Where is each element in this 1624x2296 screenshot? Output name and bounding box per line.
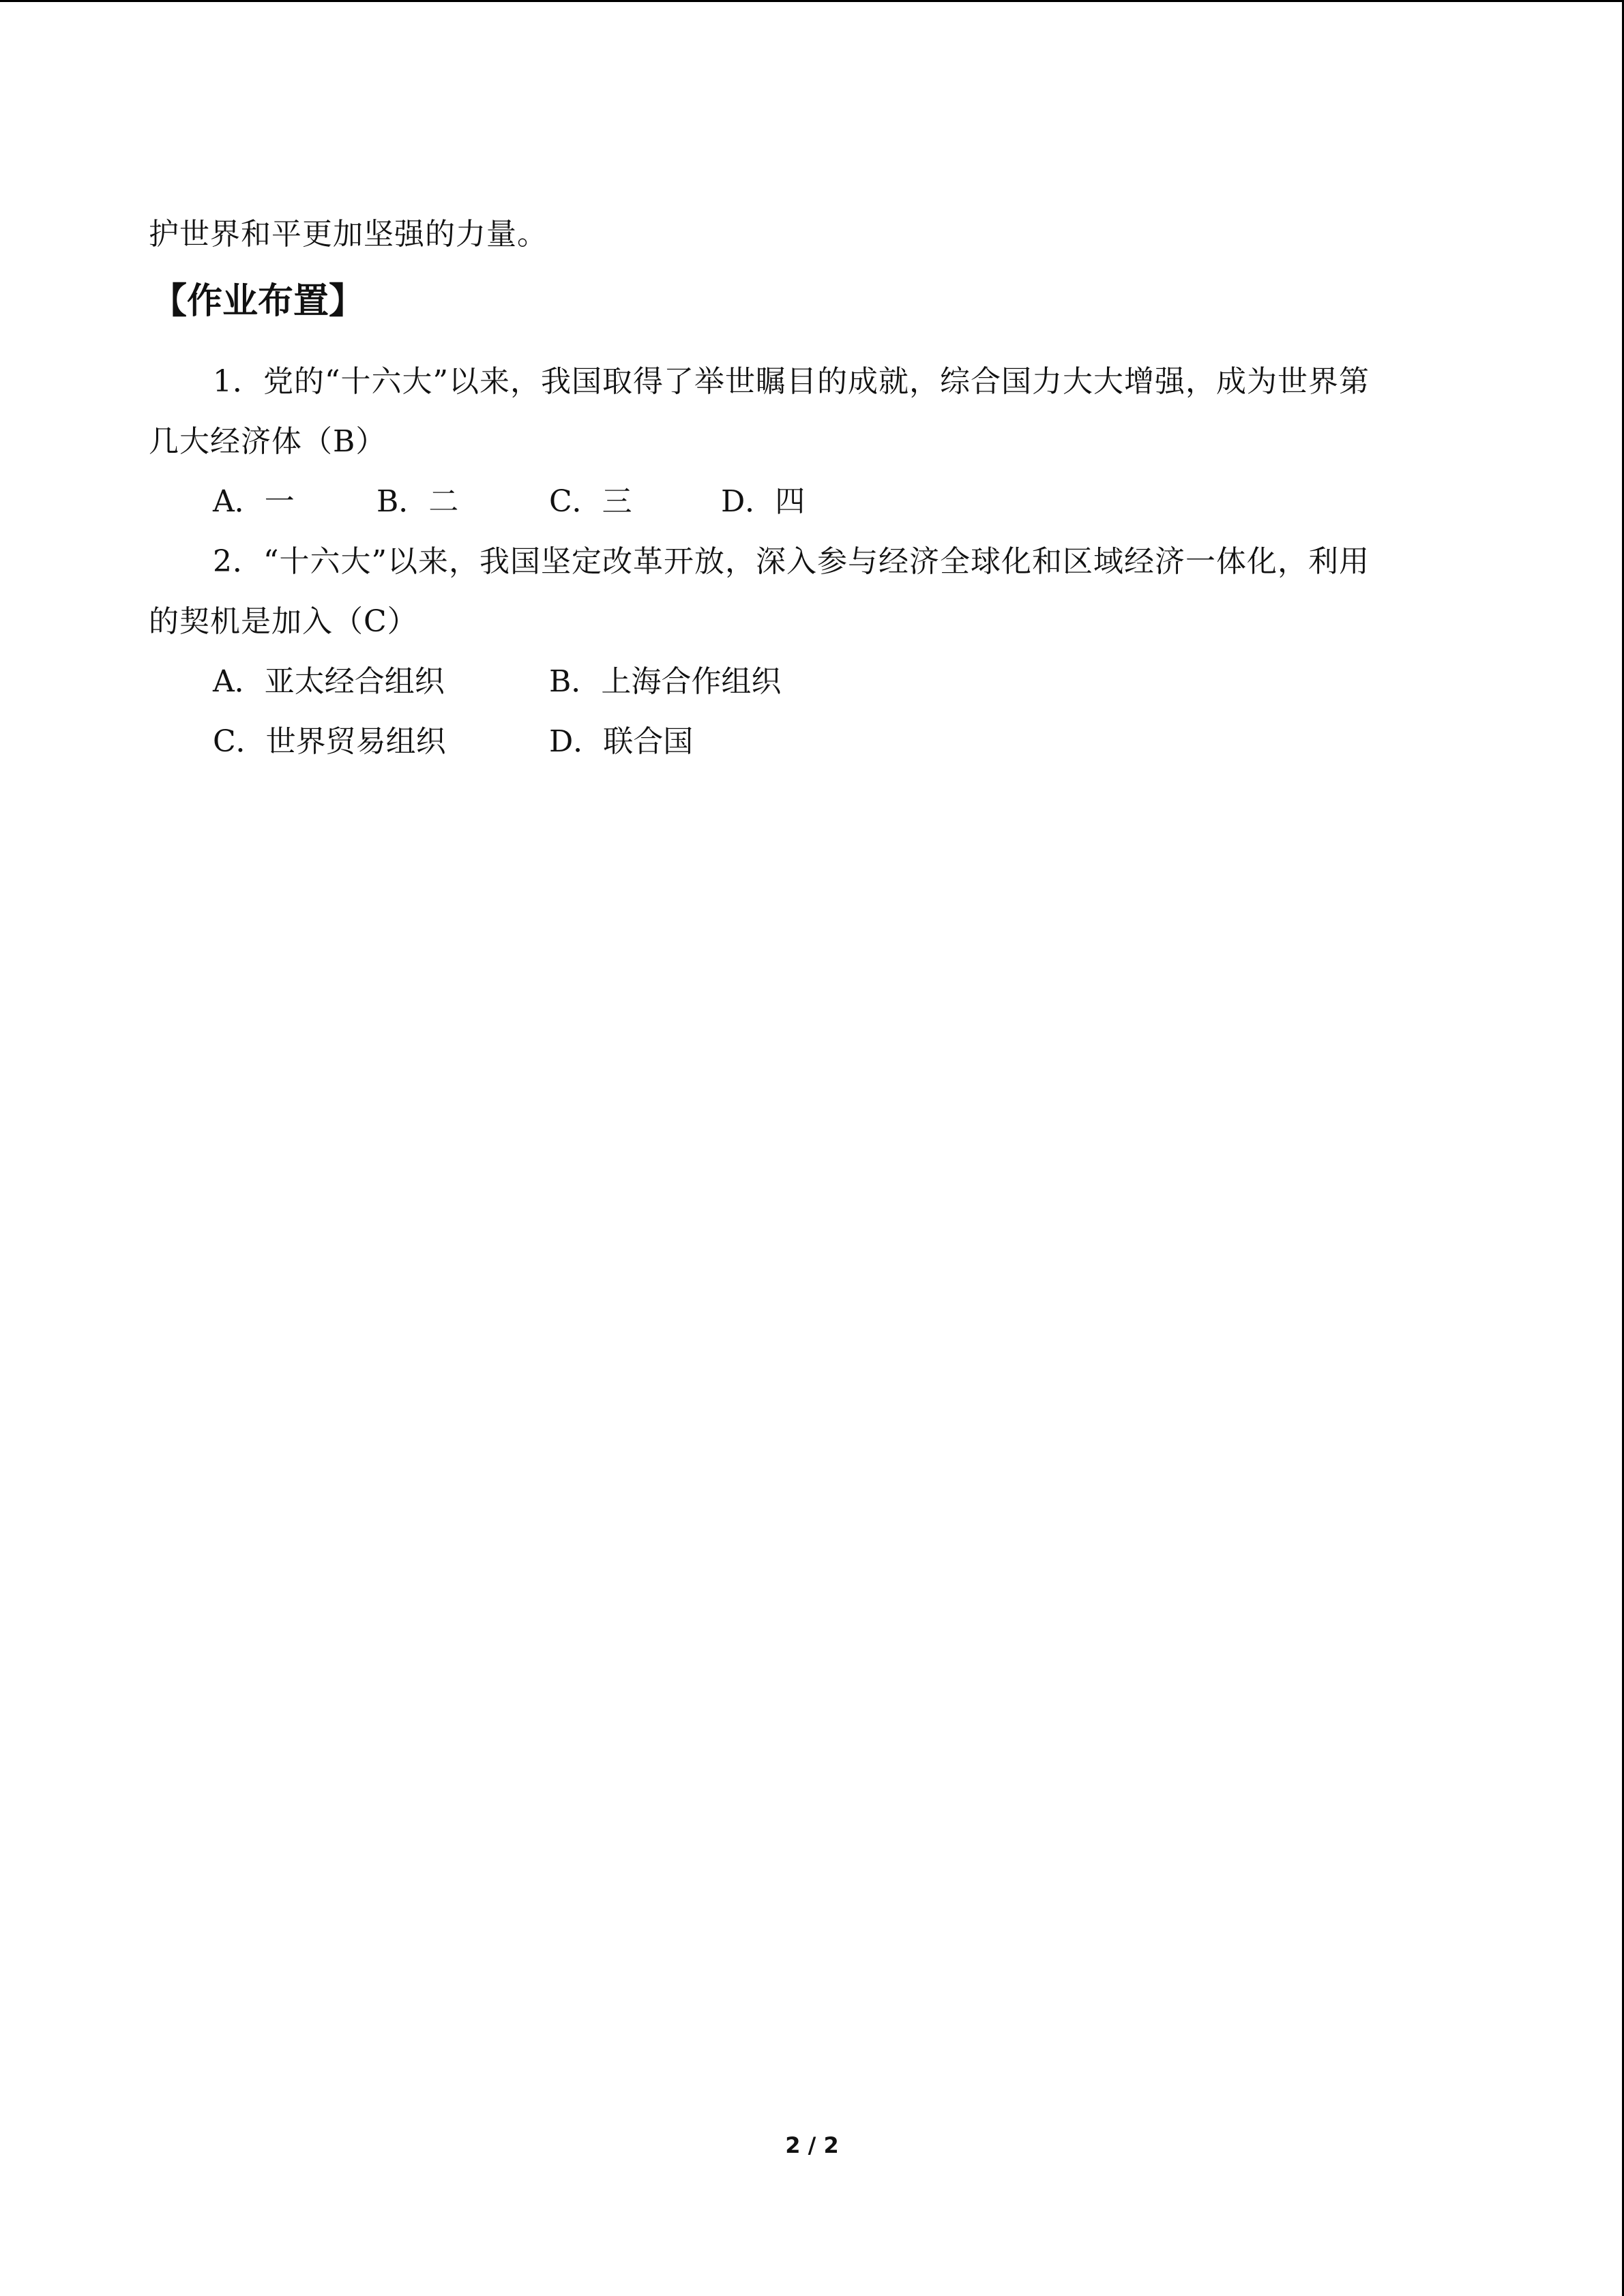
question-2-line-2: 的契机是加入（C）: [149, 604, 418, 639]
question-2-option-c: C．世界贸易组织: [213, 724, 446, 759]
continuation-line: 护世界和平更加坚强的力量。: [149, 217, 548, 252]
question-2-line-1: 2．“十六大”以来，我国坚定改革开放，深入参与经济全球化和区域经济一体化，利用: [213, 544, 1370, 579]
question-1-option-d: D．四: [721, 484, 806, 519]
question-1-option-c: C．三: [549, 484, 632, 519]
page-number: 2 / 2: [785, 2132, 839, 2158]
question-1-line-2: 几大经济体（B）: [149, 424, 387, 459]
question-2-option-d: D．联合国: [549, 724, 694, 759]
question-1-line-1: 1．党的“十六大”以来，我国取得了举世瞩目的成就，综合国力大大增强，成为世界第: [213, 364, 1370, 399]
question-2-option-a: A．亚太经合组织: [213, 664, 445, 699]
question-1-option-a: A．一: [213, 484, 295, 519]
section-heading: 【作业布置】: [151, 281, 365, 322]
question-2-option-b: B．上海合作组织: [549, 664, 782, 699]
question-1-option-b: B．二: [377, 484, 459, 519]
